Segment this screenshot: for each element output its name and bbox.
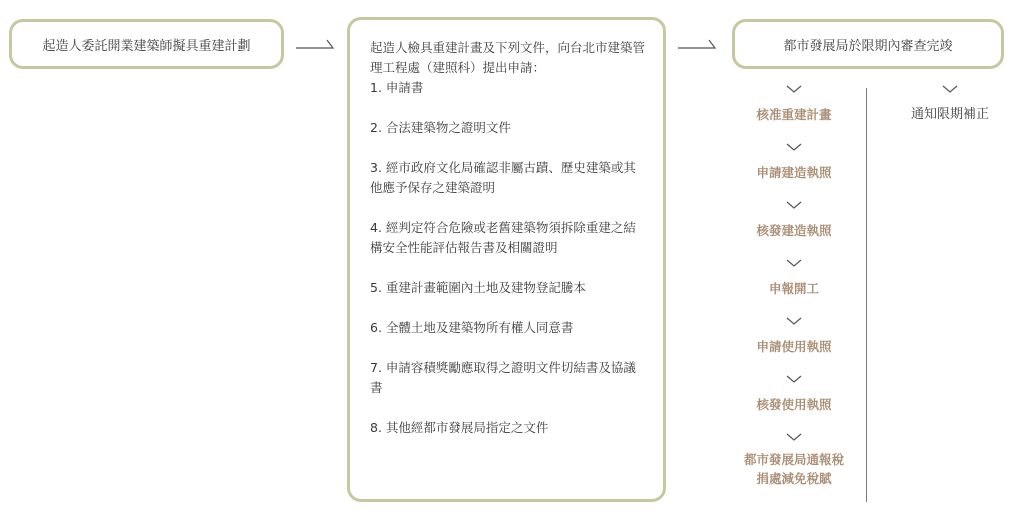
document-item: 1. 申請書 bbox=[370, 80, 424, 95]
step-apply-usage bbox=[734, 314, 854, 372]
chevron-down-icon bbox=[786, 140, 802, 152]
document-item: 8. 其他經都市發展局指定之文件 bbox=[370, 420, 549, 435]
step-label: 都市發展局通報稅捐處減免稅賦 bbox=[743, 452, 844, 486]
review-box bbox=[732, 19, 1004, 69]
review-text: 都市發展局於限期內審查完竣 bbox=[783, 38, 953, 54]
documents-box bbox=[347, 17, 666, 502]
document-item: 3. 經市政府文化局確認非屬古蹟、歷史建築或其他應予保存之建築證明 bbox=[370, 160, 636, 195]
divider-line bbox=[866, 88, 867, 502]
chevron-down-icon bbox=[786, 198, 802, 210]
chevron-down-icon bbox=[786, 82, 802, 94]
step-label: 申報開工 bbox=[768, 281, 819, 296]
documents-intro: 起造人檢具重建計畫及下列文件，向台北市建築管理工程處（建照科）提出申請： bbox=[370, 40, 646, 75]
notice-branch bbox=[890, 82, 1010, 124]
step-label: 核准重建計畫 bbox=[756, 107, 832, 122]
arrow-right-icon-2 bbox=[678, 36, 718, 50]
document-item: 6. 全體土地及建築物所有權人同意書 bbox=[370, 320, 574, 335]
step-label: 申請建造執照 bbox=[756, 165, 832, 180]
start-box bbox=[9, 19, 284, 69]
document-item: 5. 重建計畫範圍內土地及建物登記騰本 bbox=[370, 280, 586, 295]
step-issue-usage bbox=[734, 372, 854, 430]
step-apply-construction bbox=[734, 140, 854, 198]
step-report-start bbox=[734, 256, 854, 314]
approval-steps bbox=[734, 82, 854, 488]
step-label: 核發建造執照 bbox=[756, 223, 832, 238]
chevron-down-icon bbox=[786, 256, 802, 268]
step-label: 核發使用執照 bbox=[756, 397, 832, 412]
step-issue-construction bbox=[734, 198, 854, 256]
document-item: 2. 合法建築物之證明文件 bbox=[370, 120, 511, 135]
start-text: 起造人委託開業建築師擬具重建計劃 bbox=[42, 38, 251, 54]
step-approve-plan bbox=[734, 82, 854, 140]
chevron-down-icon bbox=[786, 314, 802, 326]
chevron-down-icon bbox=[786, 430, 802, 442]
document-item: 7. 申請容積獎勵應取得之證明文件切結書及協議書 bbox=[370, 360, 636, 395]
notice-label: 通知限期補正 bbox=[910, 107, 989, 122]
step-label: 申請使用執照 bbox=[756, 339, 832, 354]
step-tax-reduction bbox=[734, 430, 854, 488]
document-item: 4. 經判定符合危險或老舊建築物須拆除重建之結構安全性能評估報告書及相關證明 bbox=[370, 220, 636, 255]
chevron-down-icon bbox=[786, 372, 802, 384]
chevron-down-icon bbox=[942, 82, 958, 94]
arrow-right-icon-1 bbox=[296, 36, 336, 50]
